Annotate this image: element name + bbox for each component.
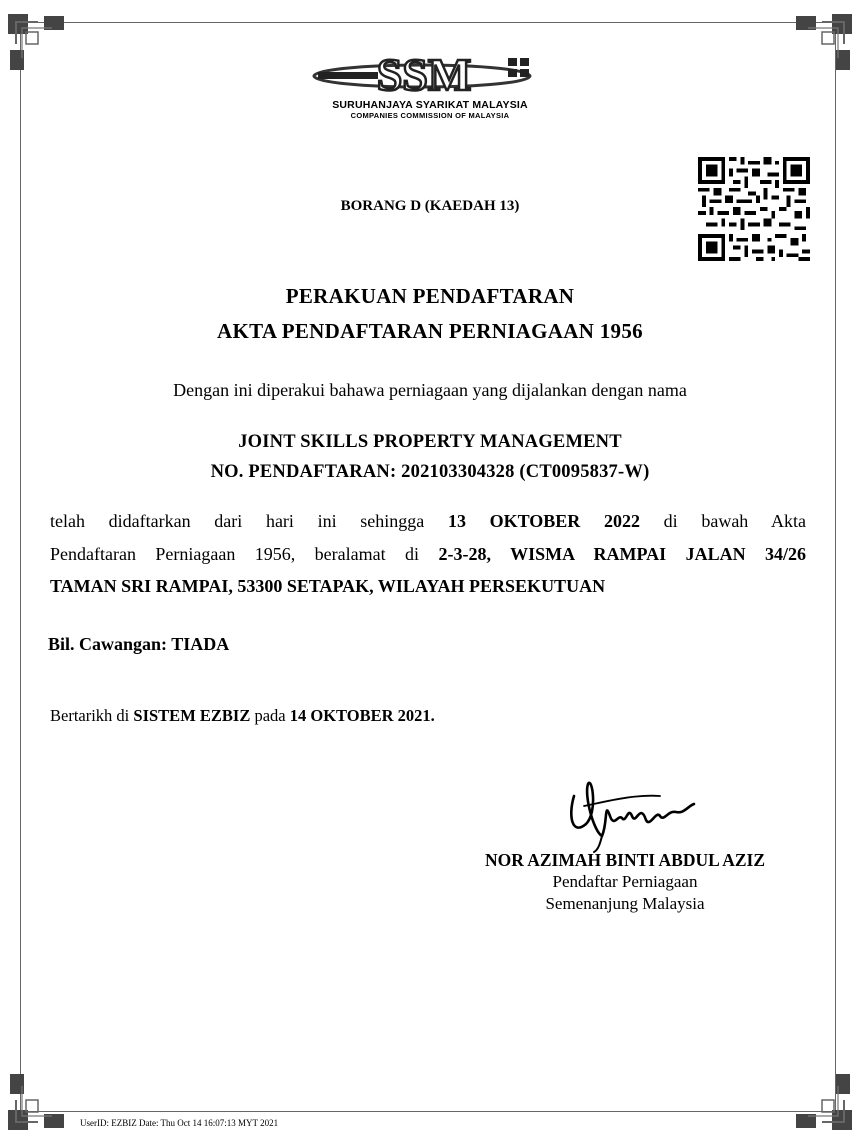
paragraph-line [50, 505, 806, 538]
org-name-english: COMPANIES COMMISSION OF MALAYSIA [350, 111, 510, 120]
ssm-logo-letters: SSM [376, 50, 472, 100]
paragraph-line [50, 538, 806, 571]
registration-paragraph [50, 505, 806, 603]
signatory-role: Pendaftar Perniagaan [552, 872, 698, 891]
paragraph-text: telah didaftarkan dari hari ini sehingga [50, 511, 448, 531]
signatory-name: NOR AZIMAH BINTI ABDUL AZIZ [484, 850, 766, 870]
dated-mid: pada [250, 706, 290, 725]
issuing-system: SISTEM EZBIZ [133, 706, 251, 725]
intro-statement: Dengan ini diperakui bahawa perniagaan yang dijalankan dengan nama [173, 380, 687, 400]
corner-ornament-icon [8, 1074, 64, 1130]
form-code: BORANG D (KAEDAH 13) [340, 198, 520, 214]
certificate-title: PERAKUAN PENDAFTARAN [285, 284, 575, 308]
signatory-region: Semenanjung Malaysia [545, 894, 705, 913]
paragraph-text: Pendaftaran Perniagaan 1956, beralamat di [50, 543, 439, 564]
issue-date: 14 OKTOBER 2021. [289, 706, 435, 725]
paragraph-line [50, 570, 806, 603]
business-address: 2-3-28, WISMA RAMPAI JALAN 34/26 [438, 543, 806, 564]
issue-date-line [50, 706, 435, 726]
act-title: AKTA PENDAFTARAN PERNIAGAAN 1956 [217, 319, 643, 343]
signature-icon [564, 766, 704, 856]
business-name: JOINT SKILLS PROPERTY MANAGEMENT [238, 432, 622, 452]
business-address: TAMAN SRI RAMPAI, 53300 SETAPAK, WILAYAH PERSEKUTUAN [50, 576, 606, 596]
paragraph-text: di bawah Akta [639, 511, 806, 531]
expiry-date: 13 OKTOBER 2022 [447, 511, 640, 531]
corner-ornament-icon [796, 14, 852, 70]
org-name-malay: SURUHANJAYA SYARIKAT MALAYSIA [332, 99, 528, 111]
branch-count: Bil. Cawangan: TIADA [48, 634, 230, 654]
footer-stamp: UserID: EZBIZ Date: Thu Oct 14 16:07:13 MYT 2021 [80, 1118, 279, 1128]
dated-prefix: Bertarikh di [50, 706, 134, 725]
corner-ornament-icon [8, 14, 64, 70]
ssm-logo [312, 50, 548, 122]
registration-number: NO. PENDAFTARAN: 202103304328 (CT0095837-W) [210, 462, 650, 482]
ssm-logo-icon [312, 50, 548, 100]
corner-ornament-icon [796, 1074, 852, 1130]
